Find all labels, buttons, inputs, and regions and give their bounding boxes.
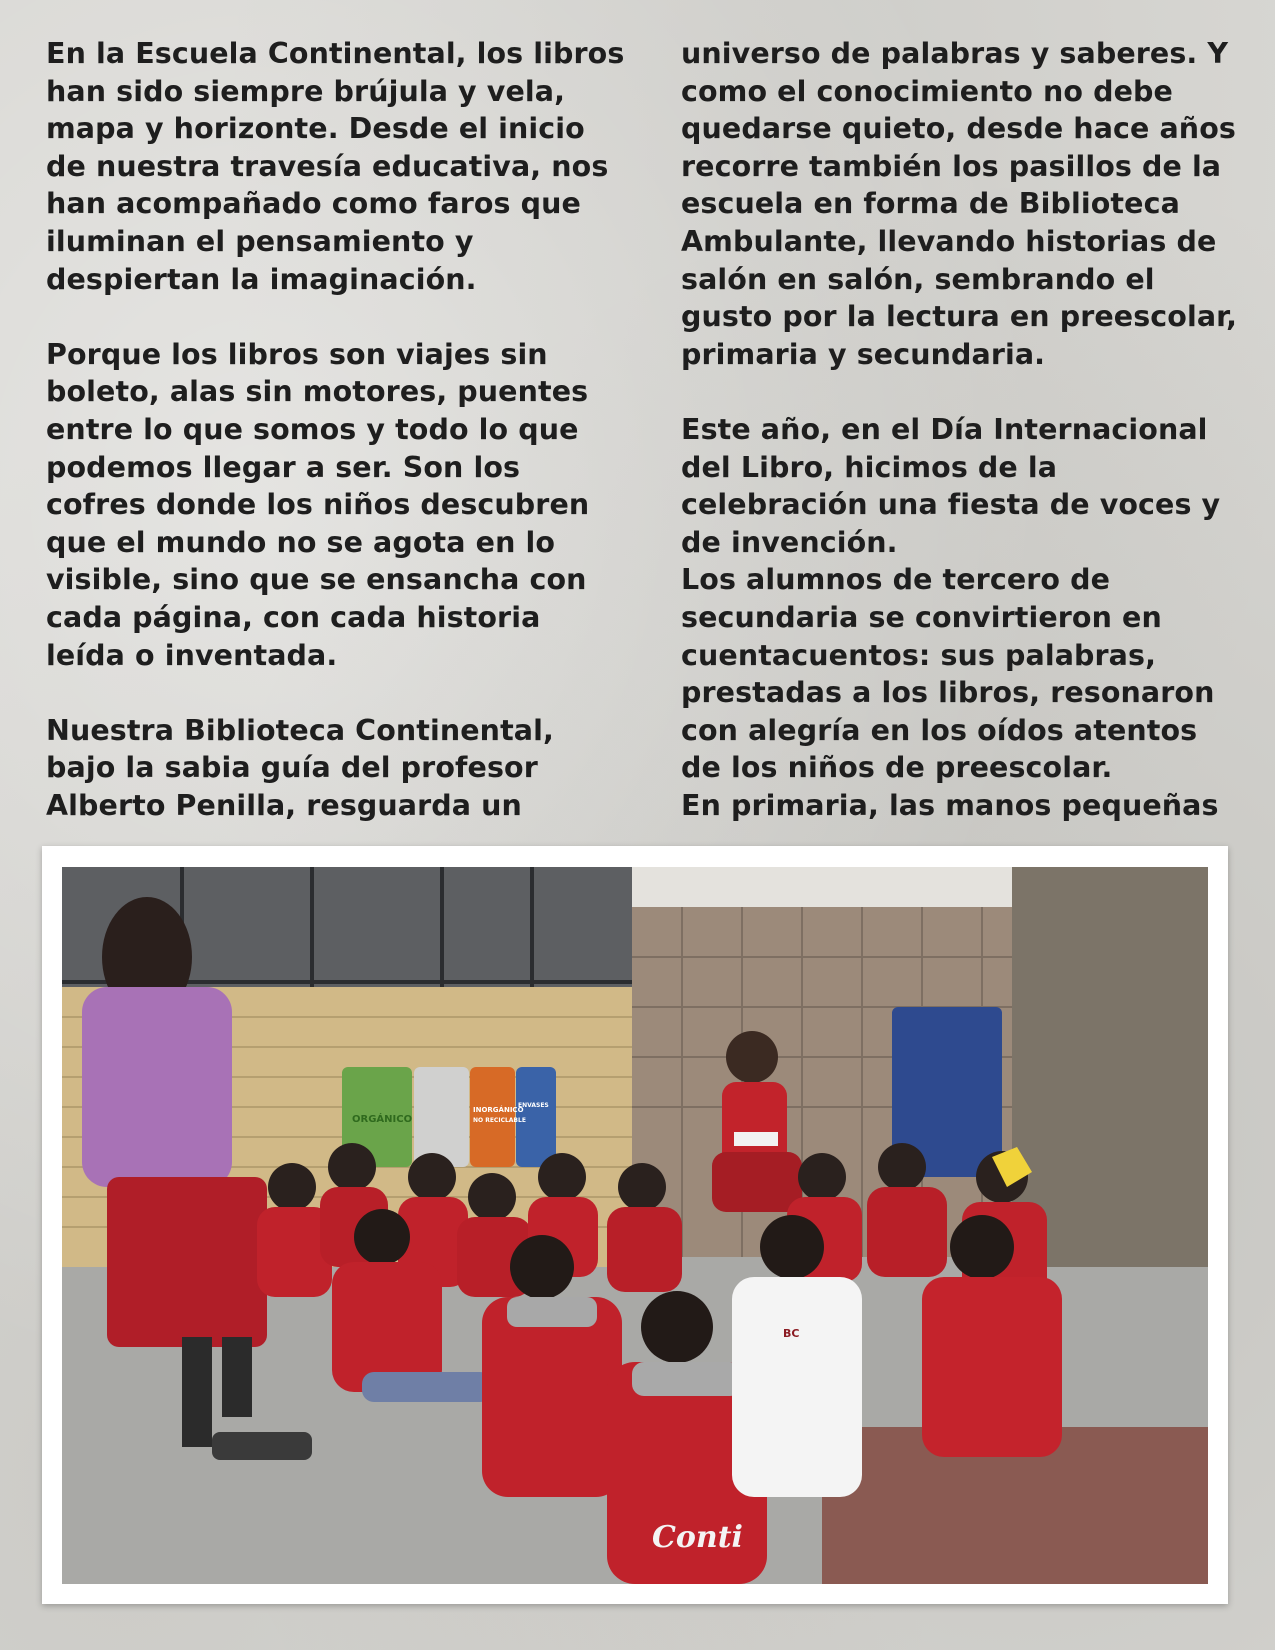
text-line: Este año, en el Día Internacional: [681, 412, 1208, 446]
article-right-column: [681, 35, 1261, 824]
text-line: como el conocimiento no debe: [681, 74, 1173, 108]
text-line: visible, sino que se ensancha con: [46, 563, 587, 597]
paragraph-2: [46, 336, 646, 674]
paragraph-5: [681, 411, 1261, 825]
text-line: gusto por la lectura en preescolar,: [681, 300, 1238, 334]
text-line: iluminan el pensamiento y: [46, 224, 474, 258]
text-line: En la Escuela Continental, los libros: [46, 37, 625, 70]
bin-label-organico: ORGÁNICO: [352, 1114, 413, 1125]
article-left-column: [46, 35, 646, 824]
text-line: Nuestra Biblioteca Continental,: [46, 713, 554, 747]
text-line: salón en salón, sembrando el: [681, 262, 1155, 296]
shirt-logo: BC: [783, 1327, 800, 1340]
text-line: han sido siempre brújula y vela,: [46, 74, 565, 108]
text-line: cada página, con cada historia: [46, 600, 541, 634]
storyteller-book: [734, 1132, 778, 1146]
text-line: cofres donde los niños descubren: [46, 488, 590, 522]
text-line: de nuestra travesía educativa, nos: [46, 149, 609, 183]
text-line: entre lo que somos y todo lo que: [46, 412, 579, 446]
text-line: de los niños de preescolar.: [681, 751, 1113, 785]
standing-girl-shoe: [212, 1432, 312, 1460]
paragraph-4: [681, 35, 1261, 373]
text-line: escuela en forma de Biblioteca: [681, 187, 1180, 221]
text-line: boleto, alas sin motores, puentes: [46, 375, 589, 409]
text-line: leída o inventada.: [46, 638, 338, 672]
text-line: Porque los libros son viajes sin: [46, 337, 548, 371]
text-line: cuentacuentos: sus palabras,: [681, 638, 1156, 672]
standing-girl-leg: [182, 1337, 212, 1447]
bin-label-inorganico: INORGÁNICO: [473, 1106, 524, 1114]
standing-girl-leg: [222, 1337, 252, 1417]
text-line: En primaria, las manos pequeñas: [681, 788, 1219, 822]
paragraph-3: [46, 712, 646, 825]
storytelling-photo: [62, 867, 1208, 1584]
paragraph-gap: [46, 298, 646, 336]
text-line: secundaria se convirtieron en: [681, 600, 1162, 634]
standing-girl-jacket: [82, 987, 232, 1187]
text-line: con alegría en los oídos atentos: [681, 713, 1198, 747]
paragraph-gap: [681, 373, 1261, 411]
photo-frame: [42, 846, 1228, 1604]
text-line: recorre también los pasillos de la: [681, 149, 1222, 183]
jacket-text: Conti: [652, 1520, 743, 1555]
text-line: celebración una fiesta de voces y: [681, 488, 1221, 522]
text-line: quedarse quieto, desde hace años: [681, 112, 1236, 146]
storyteller-head: [726, 1031, 778, 1083]
text-line: podemos llegar a ser. Son los: [46, 450, 521, 484]
text-line: prestadas a los libros, resonaron: [681, 676, 1215, 710]
bin-label-envases: ENVASES: [518, 1102, 549, 1109]
text-line: mapa y horizonte. Desde el inicio: [46, 112, 585, 146]
text-line: Ambulante, llevando historias de: [681, 224, 1217, 258]
paragraph-1: [46, 35, 646, 298]
text-line: Alberto Penilla, resguarda un: [46, 788, 522, 822]
storyteller-skirt: [712, 1152, 802, 1212]
grey-bin: [414, 1067, 469, 1167]
text-line: bajo la sabia guía del profesor: [46, 751, 538, 785]
text-line: han acompañado como faros que: [46, 187, 581, 221]
text-line: de invención.: [681, 525, 898, 559]
text-line: primaria y secundaria.: [681, 337, 1046, 371]
text-line: del Libro, hicimos de la: [681, 450, 1058, 484]
photo-illustration: [62, 867, 1208, 1584]
text-line: que el mundo no se agota en lo: [46, 525, 556, 559]
upper-wall: [632, 867, 1012, 907]
text-line: despiertan la imaginación.: [46, 262, 477, 296]
standing-girl-skirt: [107, 1177, 267, 1347]
text-line: Los alumnos de tercero de: [681, 563, 1111, 597]
paragraph-gap: [46, 674, 646, 712]
text-line: universo de palabras y saberes. Y: [681, 37, 1229, 70]
bin-label-no-reciclable: NO RECICLABLE: [473, 1117, 526, 1124]
